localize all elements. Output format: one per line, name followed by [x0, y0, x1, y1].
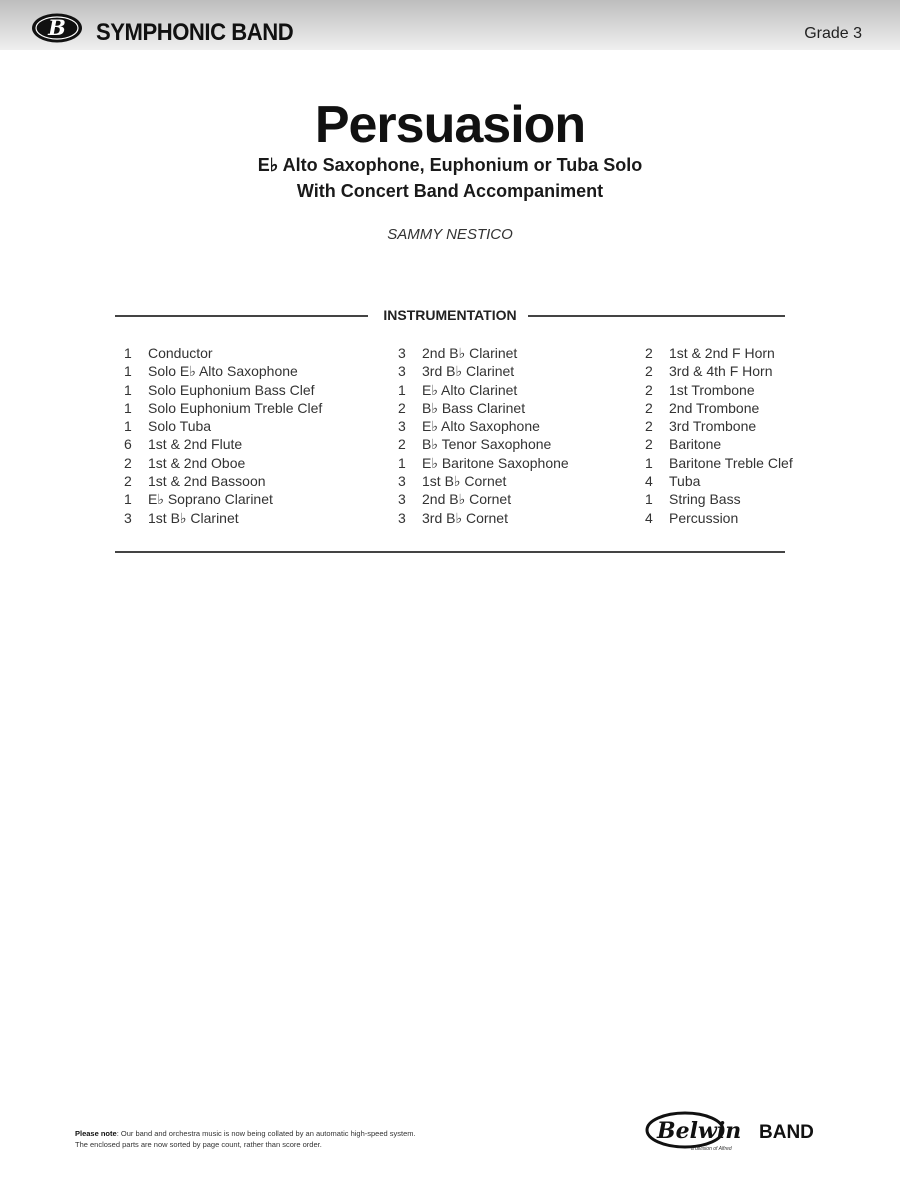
- instrument-quantity: 1: [645, 491, 653, 508]
- instrument-quantity: 3: [398, 491, 406, 508]
- publisher-band-word: BAND: [759, 1122, 814, 1143]
- instrument-name: 1st & 2nd Bassoon: [148, 473, 266, 490]
- instrument-name: 1st Trombone: [669, 381, 755, 398]
- publisher-division-text: a division of Alfred: [691, 1146, 732, 1152]
- instrument-quantity: 2: [398, 399, 406, 416]
- instrument-name: String Bass: [669, 491, 741, 508]
- instrument-row: [645, 381, 793, 399]
- instrument-quantity: 2: [645, 363, 653, 380]
- instrument-name: Solo Tuba: [148, 418, 212, 435]
- instrument-row: [124, 344, 322, 362]
- composer-name: SAMMY NESTICO: [387, 226, 513, 243]
- instrument-name: Percussion: [669, 509, 739, 526]
- instrument-name: 3rd & 4th F Horn: [669, 363, 773, 380]
- instrument-name: 3rd B♭ Cornet: [422, 509, 508, 526]
- svg-text:B: B: [48, 15, 66, 40]
- belwin-b-logo-icon: [30, 12, 84, 44]
- instrument-quantity: 1: [124, 345, 132, 361]
- instrumentation-heading: INSTRUMENTATION: [383, 307, 517, 323]
- instrument-quantity: 1: [645, 454, 653, 471]
- instrument-name: 3rd Trombone: [669, 418, 757, 435]
- instrument-quantity: 1: [124, 491, 132, 508]
- instrument-row: [645, 454, 793, 472]
- instrument-row: [124, 362, 322, 380]
- subtitle-line-1: E♭ Alto Saxophone, Euphonium or Tuba Solo: [257, 155, 643, 175]
- instrument-row: [645, 472, 793, 490]
- instrument-quantity: 2: [645, 436, 653, 453]
- instrument-name: Solo Euphonium Bass Clef: [148, 381, 315, 398]
- instrumentation-column-3: [645, 344, 793, 527]
- instrument-row: [398, 454, 569, 472]
- instrument-quantity: 3: [398, 418, 406, 435]
- instrument-name: 1st B♭ Clarinet: [148, 509, 239, 526]
- instrument-name: Solo Euphonium Treble Clef: [148, 399, 323, 416]
- instrument-quantity: 3: [398, 509, 406, 526]
- instrument-row: [645, 490, 793, 508]
- instrument-row: [398, 344, 569, 362]
- instrument-quantity: 3: [398, 473, 406, 490]
- instrumentation-bottom-rule: [115, 551, 785, 553]
- instrument-row: [645, 417, 793, 435]
- instrument-quantity: 2: [645, 345, 653, 361]
- instrument-row: [645, 509, 793, 527]
- instrument-row: [398, 399, 569, 417]
- instrument-name: 3rd B♭ Clarinet: [422, 363, 515, 380]
- instrument-row: [398, 381, 569, 399]
- instrument-row: [124, 490, 322, 508]
- footer-note-line-2: The enclosed parts are now sorted by page count, rather than score order.: [75, 1140, 322, 1149]
- belwin-band-logo-icon: [645, 1110, 835, 1154]
- publisher-script-name: Belwin: [657, 1118, 742, 1144]
- instrument-name: 2nd B♭ Cornet: [422, 491, 512, 508]
- instrument-quantity: 2: [124, 473, 132, 490]
- instrument-row: [124, 381, 322, 399]
- instrument-quantity: 2: [645, 381, 653, 398]
- instrument-quantity: 1: [398, 381, 406, 398]
- instrument-row: [398, 509, 569, 527]
- instrument-quantity: 2: [398, 436, 406, 453]
- instrument-name: Baritone: [669, 436, 722, 453]
- instrument-quantity: 2: [645, 399, 653, 416]
- instrument-row: [124, 435, 322, 453]
- instrument-row: [645, 435, 793, 453]
- instrument-row: [124, 472, 322, 490]
- instrument-quantity: 2: [124, 454, 132, 471]
- instrument-quantity: 3: [398, 363, 406, 380]
- instrument-row: [124, 509, 322, 527]
- instrument-quantity: 1: [398, 454, 406, 471]
- instrument-name: E♭ Alto Clarinet: [422, 381, 518, 398]
- instrument-name: E♭ Baritone Saxophone: [422, 454, 569, 471]
- header-bar: [0, 0, 900, 50]
- instrument-quantity: 2: [645, 418, 653, 435]
- instrument-row: [124, 454, 322, 472]
- instrument-name: 1st & 2nd Flute: [148, 436, 243, 453]
- instrument-name: E♭ Alto Saxophone: [422, 418, 540, 435]
- instrument-row: [124, 399, 322, 417]
- instrument-row: [124, 417, 322, 435]
- instrument-row: [645, 399, 793, 417]
- instrumentation-column-1: [124, 344, 322, 527]
- footer-note-line-1: : Our band and orchestra music is now being collated by an automatic high-speed system.: [116, 1129, 416, 1138]
- instrument-name: 1st & 2nd Oboe: [148, 454, 246, 471]
- instrument-name: B♭ Bass Clarinet: [422, 399, 526, 416]
- footer-note-label: Please note: [75, 1129, 117, 1138]
- instrument-quantity: 6: [124, 436, 132, 453]
- instrument-quantity: 1: [124, 418, 132, 435]
- page-title: Persuasion: [314, 96, 586, 154]
- instrument-quantity: 1: [124, 363, 132, 380]
- instrument-name: Solo E♭ Alto Saxophone: [148, 363, 298, 380]
- instrument-name: Tuba: [669, 473, 701, 490]
- instrument-row: [398, 435, 569, 453]
- subtitle-line-2: With Concert Band Accompaniment: [296, 181, 604, 201]
- instrument-name: 1st B♭ Cornet: [422, 473, 507, 490]
- instrument-row: [398, 417, 569, 435]
- instrument-quantity: 4: [645, 509, 653, 526]
- instrument-quantity: 1: [124, 381, 132, 398]
- instrument-name: B♭ Tenor Saxophone: [422, 436, 552, 453]
- instrument-row: [398, 490, 569, 508]
- instrument-name: 2nd B♭ Clarinet: [422, 345, 518, 361]
- footer-note: [75, 1128, 416, 1150]
- instrument-name: E♭ Soprano Clarinet: [148, 491, 273, 508]
- instrumentation-column-2: [398, 344, 569, 527]
- instrument-row: [645, 344, 793, 362]
- instrument-name: 1st & 2nd F Horn: [669, 345, 775, 361]
- instrument-row: [398, 472, 569, 490]
- instrument-name: Baritone Treble Clef: [669, 454, 793, 471]
- instrument-name: 2nd Trombone: [669, 399, 760, 416]
- instrument-row: [398, 362, 569, 380]
- instrument-quantity: 4: [645, 473, 653, 490]
- instrument-name: Conductor: [148, 345, 213, 361]
- heading-rule-right: [528, 315, 785, 317]
- instrument-quantity: 3: [398, 345, 406, 361]
- instrument-row: [645, 362, 793, 380]
- grade-label: Grade 3: [804, 25, 862, 42]
- instrument-quantity: 1: [124, 399, 132, 416]
- instrument-quantity: 3: [124, 509, 132, 526]
- series-title: SYMPHONIC BAND: [96, 19, 294, 46]
